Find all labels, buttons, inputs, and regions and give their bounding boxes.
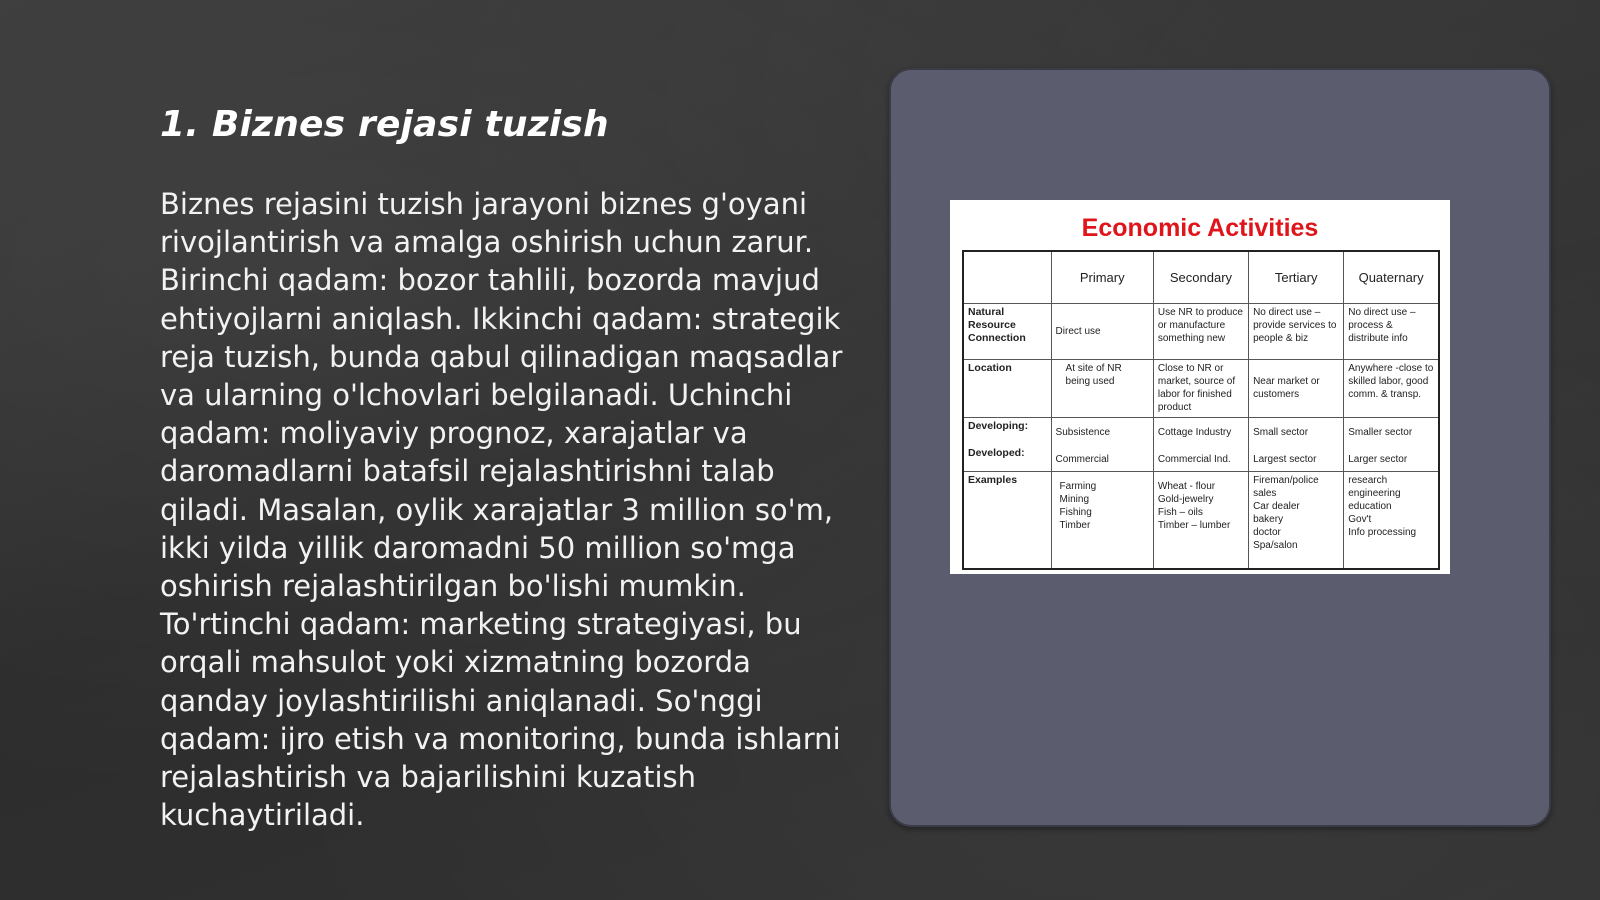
slide-body-text: Biznes rejasini tuzish jarayoni biznes g'oyani rivojlantirish va amalga oshirish uchun zarur. Birinchi qadam: bozor tahlili, bozorda mavjud ehtiyojlarni aniqlash. Ikkinchi qadam: strategik reja tuzish, bunda qabul qilinadigan maqsadlar va ularning o'lchovlari belgilanadi. Uchinchi qadam: moliyaviy prognoz, xarajatlar va daromadlarni batafsil rejalashtirishni talab qiladi. Masalan, oylik xarajatlar 3 million so'm, ikki yilda yillik daromadni 50 million so'mga oshirish rejalashtirilgan bo'lishi mumkin. To'rtinchi qadam: marketing strategiyasi, bu orqali mahsulot yoki xizmatning bozorda qanday joylashtirilishi aniqlanadi. So'nggi qadam: ijro etish va monitoring, bunda ishlarni rejalashtirish va bajarilishini kuzatish kuchaytiriladi. — [160, 187, 843, 833]
row-label-line: Developing: — [968, 419, 1029, 432]
table-cell: Farming Mining Fishing Timber — [1051, 471, 1153, 569]
table-cell: Near market or customers — [1249, 359, 1344, 417]
table-cell: Wheat - flour Gold-jewelry Fish – oils Timber – lumber — [1153, 471, 1248, 569]
table-cell: Use NR to produce or manufacture something new — [1153, 303, 1248, 359]
row-label — [963, 303, 1051, 359]
column-header: Tertiary — [1249, 251, 1344, 303]
table-row — [963, 303, 1439, 359]
row-label: Examples — [963, 471, 1051, 569]
table-cell: Subsistence Commercial — [1051, 417, 1153, 471]
table-header-row — [963, 251, 1439, 303]
table-cell: Small sector Largest sector — [1249, 417, 1344, 471]
column-header: Secondary — [1153, 251, 1248, 303]
table-cell: Fireman/police sales Car dealer bakery doctor Spa/salon — [1249, 471, 1344, 569]
row-label — [963, 417, 1051, 471]
table-cell: No direct use – provide services to people & biz — [1249, 303, 1344, 359]
slide-title: 1. Biznes rejasi tuzish — [160, 104, 609, 145]
figure-title: Economic Activities — [1081, 214, 1319, 242]
economic-activities-table — [962, 250, 1440, 570]
table-cell: No direct use – process & distribute info — [1344, 303, 1439, 359]
table-cell: Direct use — [1051, 303, 1153, 359]
column-header: Quaternary — [1344, 251, 1439, 303]
table-cell: Cottage Industry Commercial Ind. — [1153, 417, 1248, 471]
header-empty-cell — [963, 251, 1051, 303]
table-row — [963, 471, 1439, 569]
table-cell: At site of NR being used — [1051, 359, 1153, 417]
row-label-line: Resource — [968, 318, 1016, 331]
table-cell: Smaller sector Larger sector — [1344, 417, 1439, 471]
economic-activities-figure — [950, 200, 1450, 574]
row-label: Location — [963, 359, 1051, 417]
column-header: Primary — [1051, 251, 1153, 303]
table-row — [963, 417, 1439, 471]
table-row — [963, 359, 1439, 417]
table-cell: Close to NR or market, source of labor for finished product — [1153, 359, 1248, 417]
row-label-line: Connection — [968, 331, 1026, 344]
table-cell: Anywhere -close to skilled labor, good comm. & transp. — [1344, 359, 1439, 417]
row-label-line: Developed: — [968, 446, 1025, 459]
row-label-line: Natural — [968, 305, 1005, 318]
table-cell: research engineering education Gov't Info processing — [1344, 471, 1439, 569]
